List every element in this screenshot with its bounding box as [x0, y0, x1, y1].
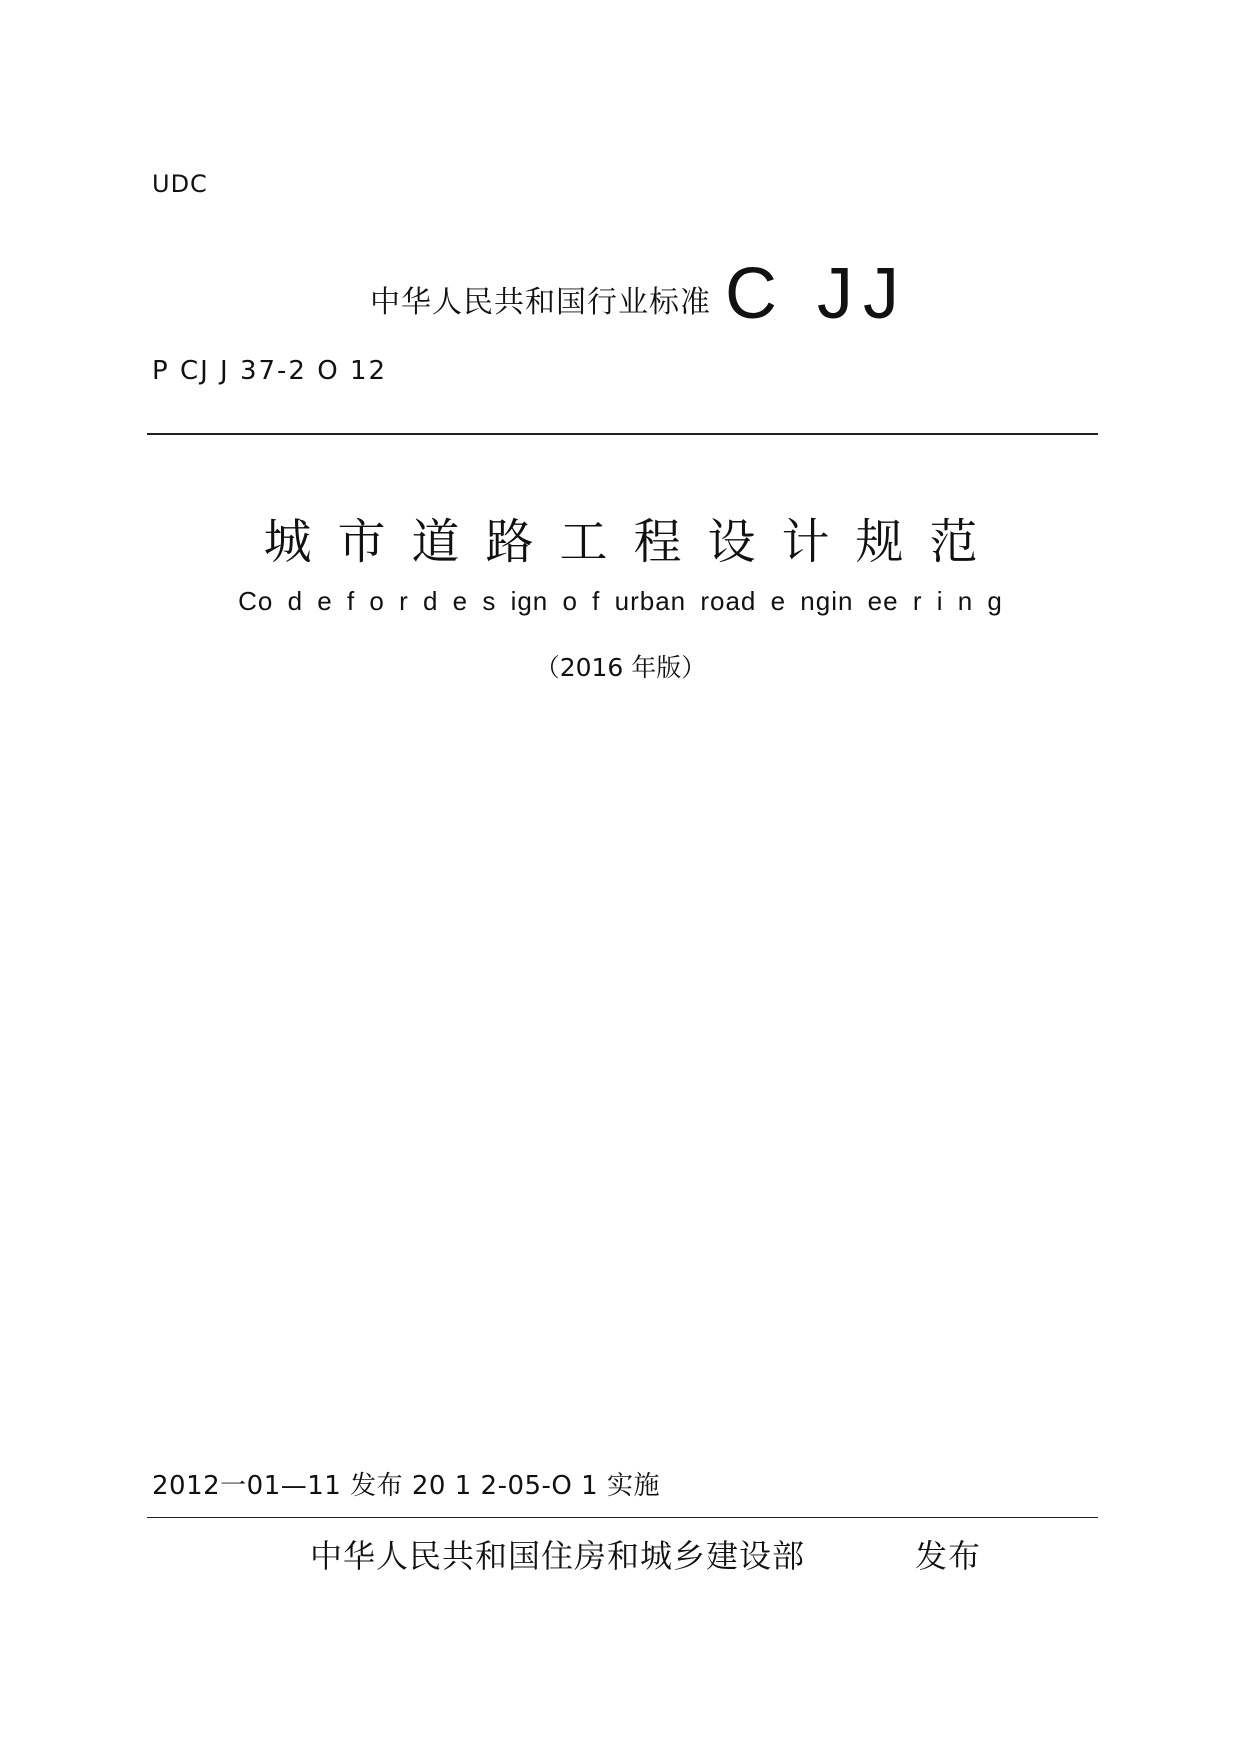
- issue-and-effective-dates: 2012一01—11 发布 20 1 2-05-O 1 实施: [152, 1471, 660, 1501]
- standard-number: P CJ J 37-2 O 12: [152, 356, 388, 386]
- standard-header: [370, 240, 909, 334]
- udc-label: UDC: [152, 170, 208, 198]
- issue-action: 发布: [915, 1537, 982, 1575]
- standard-code: C JJ: [725, 254, 909, 334]
- edition-label: （2016 年版）: [534, 653, 707, 682]
- bottom-divider: [147, 1517, 1098, 1518]
- issuer-line: [310, 1531, 981, 1577]
- document-title-chinese: 城市道路工程设计规范: [263, 514, 1004, 570]
- issuing-authority: 中华人民共和国住房和城乡建设部: [310, 1537, 806, 1575]
- standard-type: 中华人民共和国行业标准: [370, 285, 711, 320]
- document-title-english: Co d e f o r d e s ign o f urban road e ngin ee r i n g: [238, 586, 1003, 616]
- top-divider: [147, 433, 1098, 435]
